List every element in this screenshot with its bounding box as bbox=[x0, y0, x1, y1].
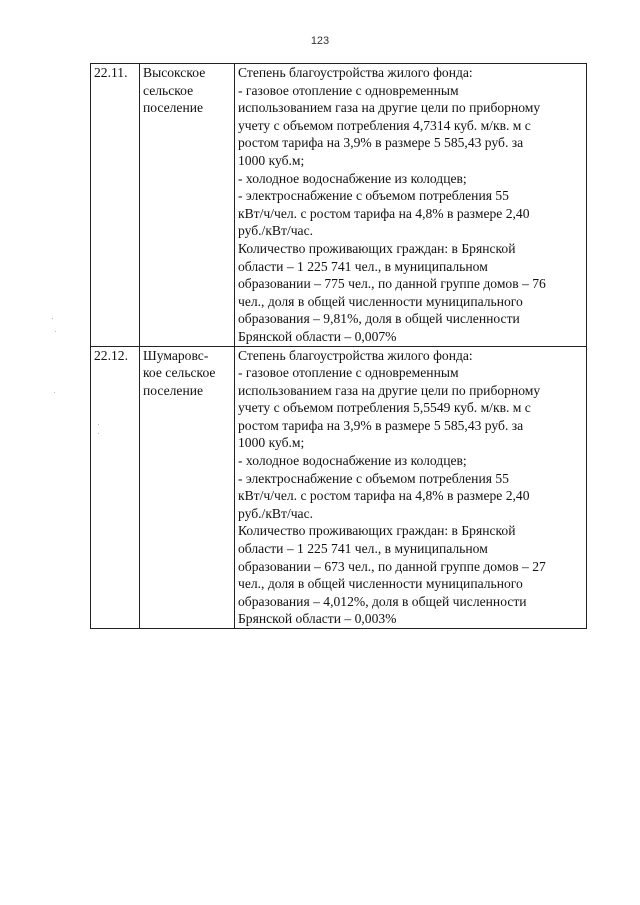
description-line: чел., доля в общей численности муниципального bbox=[238, 293, 523, 309]
row-number-cell bbox=[91, 64, 140, 347]
table-row bbox=[91, 64, 587, 347]
settlement-name-line: Шумаровс- bbox=[143, 347, 209, 363]
description-line: учету с объемом потребления 5,5549 куб. м/кв. м с bbox=[238, 400, 531, 416]
description-line: использованием газа на другие цели по приборному bbox=[238, 100, 541, 116]
description-line: Количество проживающих граждан: в Брянской bbox=[238, 240, 516, 256]
table-body bbox=[91, 64, 587, 629]
settlement-name-line: поселение bbox=[143, 382, 204, 398]
settlement-name-line: сельское bbox=[143, 82, 194, 98]
description-line: - газовое отопление с одновременным bbox=[238, 82, 459, 98]
settlement-name-line: Высокское bbox=[143, 65, 206, 80]
description-line: руб./кВт/час. bbox=[238, 505, 314, 521]
page-number: 123 bbox=[310, 35, 330, 47]
description-line: области – 1 225 741 чел., в муниципальном bbox=[238, 541, 488, 557]
description-line: образовании – 775 чел., по данной группе домов – 76 bbox=[238, 276, 546, 292]
description-line: Брянской области – 0,003% bbox=[238, 611, 397, 627]
description-line: Брянской области – 0,007% bbox=[238, 328, 397, 344]
description-line: - электроснабжение с объемом потребления 55 bbox=[238, 470, 509, 486]
description-line: 1000 куб.м; bbox=[238, 152, 305, 168]
description-line: кВт/ч/чел. с ростом тарифа на 4,8% в размере 2,40 bbox=[238, 205, 530, 221]
scan-speck bbox=[98, 433, 99, 434]
description-line: - холодное водоснабжение из колодцев; bbox=[238, 170, 467, 186]
description-line: образования – 4,012%, доля в общей численности bbox=[238, 593, 527, 609]
description-line: ростом тарифа на 3,9% в размере 5 585,43 руб. за bbox=[238, 135, 524, 151]
description-cell bbox=[235, 346, 587, 629]
table-row bbox=[91, 346, 587, 629]
description-line: Количество проживающих граждан: в Брянской bbox=[238, 523, 516, 539]
row-number: 22.11. bbox=[94, 65, 128, 80]
row-number: 22.12. bbox=[94, 347, 128, 363]
description-line: использованием газа на другие цели по приборному bbox=[238, 382, 541, 398]
description-cell bbox=[235, 64, 587, 347]
description-line: руб./кВт/час. bbox=[238, 223, 314, 239]
description-line: образовании – 673 чел., по данной группе домов – 27 bbox=[238, 558, 546, 574]
scan-speck bbox=[54, 392, 55, 393]
description-line: чел., доля в общей численности муниципального bbox=[238, 576, 523, 592]
settlement-name-line: поселение bbox=[143, 100, 204, 116]
scan-speck bbox=[52, 318, 53, 319]
description-line: - электроснабжение с объемом потребления 55 bbox=[238, 188, 509, 204]
scan-speck bbox=[98, 424, 99, 425]
settlement-name-cell bbox=[140, 346, 235, 629]
description-line: - холодное водоснабжение из колодцев; bbox=[238, 453, 467, 469]
description-line: Степень благоустройства жилого фонда: bbox=[238, 347, 473, 363]
description-line: Степень благоустройства жилого фонда: bbox=[238, 65, 473, 80]
settlements-table bbox=[90, 63, 587, 629]
settlement-name-line: кое сельское bbox=[143, 365, 216, 381]
description-line: учету с объемом потребления 4,7314 куб. м/кв. м с bbox=[238, 117, 531, 133]
row-number-cell bbox=[91, 346, 140, 629]
description-line: области – 1 225 741 чел., в муниципальном bbox=[238, 258, 488, 274]
description-line: кВт/ч/чел. с ростом тарифа на 4,8% в размере 2,40 bbox=[238, 488, 530, 504]
settlement-name-cell bbox=[140, 64, 235, 347]
description-line: ростом тарифа на 3,9% в размере 5 585,43 руб. за bbox=[238, 417, 524, 433]
scan-speck bbox=[55, 331, 56, 332]
description-line: 1000 куб.м; bbox=[238, 435, 305, 451]
description-line: - газовое отопление с одновременным bbox=[238, 365, 459, 381]
description-line: образования – 9,81%, доля в общей численности bbox=[238, 311, 520, 327]
